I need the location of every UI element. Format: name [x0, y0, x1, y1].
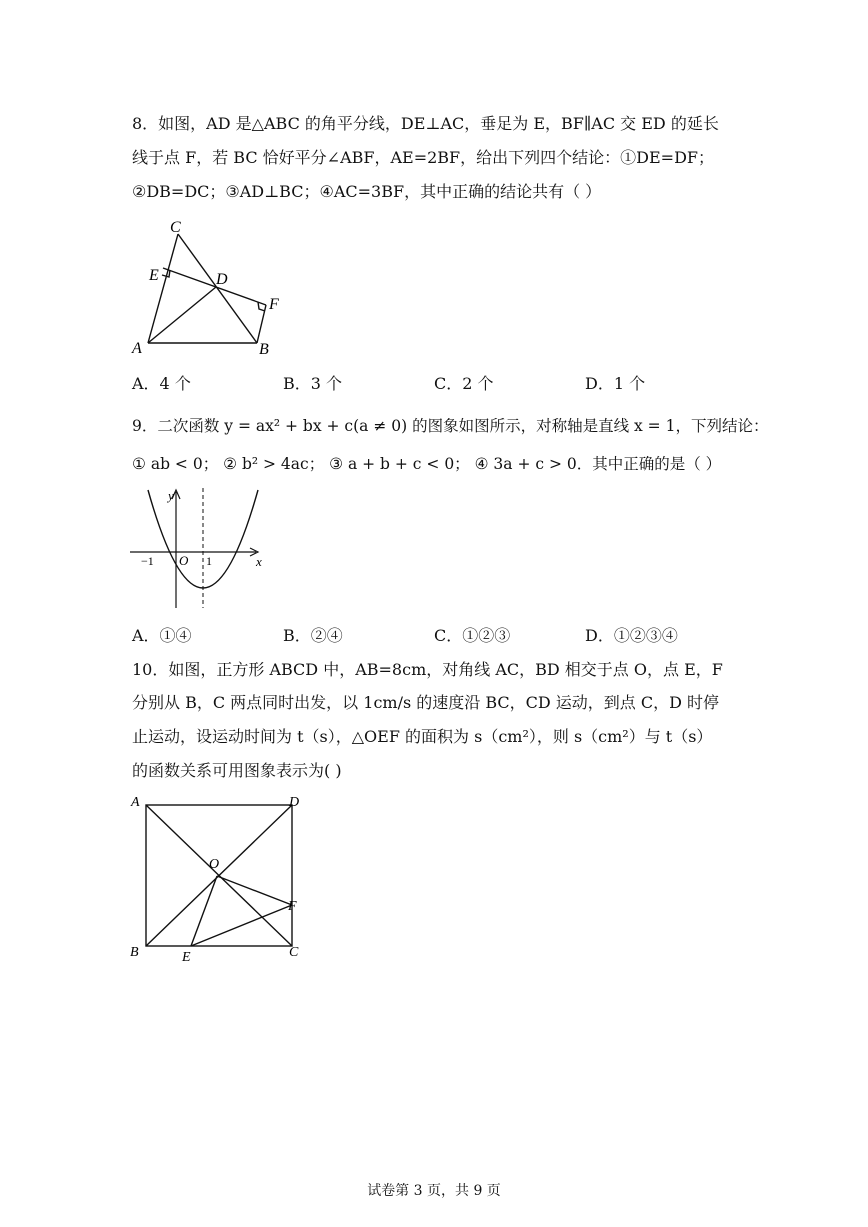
page-footer: 试卷第 3 页，共 9 页 [367, 1183, 501, 1199]
q8-option-d: D．1 个 [585, 374, 646, 393]
q10-text-line2: 分别从 B，C 两点同时出发，以 1cm/s 的速度沿 BC，CD 运动，到点 C，D 时停 [132, 693, 720, 712]
q9-option-c: C．①②③ [434, 626, 511, 645]
q10-label-f: F [288, 899, 297, 914]
q9-option-b: B．②④ [283, 626, 343, 645]
q9-label-origin: O [179, 553, 189, 568]
q9-text-line2: ① ab < 0； ② b² > 4ac； ③ a + b + c < 0； ④ 3a + c > 0．其中正确的是（ ） [132, 455, 722, 473]
q10-text-line4: 的函数关系可用图象表示为( ) [132, 761, 342, 780]
q10-text-line3: 止运动，设运动时间为 t（s），△OEF 的面积为 s（cm²），则 s（cm²）与 t（s） [132, 727, 713, 746]
q9-label-x: x [256, 554, 262, 569]
q8-triangle-figure [128, 212, 298, 362]
q8-label-f: F [269, 296, 279, 313]
q9-parabola-figure [128, 486, 268, 614]
q8-label-c: C [170, 219, 181, 236]
q8-text-line1: 8．如图，AD 是△ABC 的角平分线，DE⊥AC，垂足为 E，BF∥AC 交 ED 的延长 [132, 114, 719, 133]
q8-label-d: D [216, 271, 228, 288]
q9-label-minus-one: −1 [141, 554, 154, 568]
q9-label-one: 1 [206, 554, 212, 568]
q8-text-line3: ②DB=DC；③AD⊥BC；④AC=3BF，其中正确的结论共有（ ） [132, 182, 602, 201]
q10-label-b: B [130, 945, 139, 960]
q10-label-e: E [182, 950, 191, 965]
q8-option-c: C．2 个 [434, 374, 494, 393]
q10-text-line1: 10．如图，正方形 ABCD 中，AB=8cm，对角线 AC，BD 相交于点 O，点 E，F [132, 660, 723, 679]
q8-option-a: A．4 个 [132, 374, 191, 393]
q9-text-line1: 9．二次函数 y = ax² + bx + c(a ≠ 0) 的图象如图所示，对称轴是直线 x = 1，下列结论： [132, 417, 769, 435]
q10-square-figure [126, 790, 306, 970]
q8-label-e: E [149, 267, 159, 284]
q10-label-a: A [131, 795, 140, 810]
q9-option-a: A．①④ [132, 626, 192, 645]
q8-label-a: A [132, 340, 142, 357]
q8-label-b: B [259, 341, 269, 358]
q9-option-d: D．①②③④ [585, 626, 678, 645]
q8-option-b: B．3 个 [283, 374, 343, 393]
q10-label-d: D [289, 795, 300, 810]
q9-label-y: y [168, 488, 174, 503]
q10-label-c: C [289, 945, 299, 960]
q10-label-o: O [209, 857, 220, 872]
q8-text-line2: 线于点 F，若 BC 恰好平分∠ABF，AE=2BF，给出下列四个结论：①DE=DF； [132, 148, 715, 167]
